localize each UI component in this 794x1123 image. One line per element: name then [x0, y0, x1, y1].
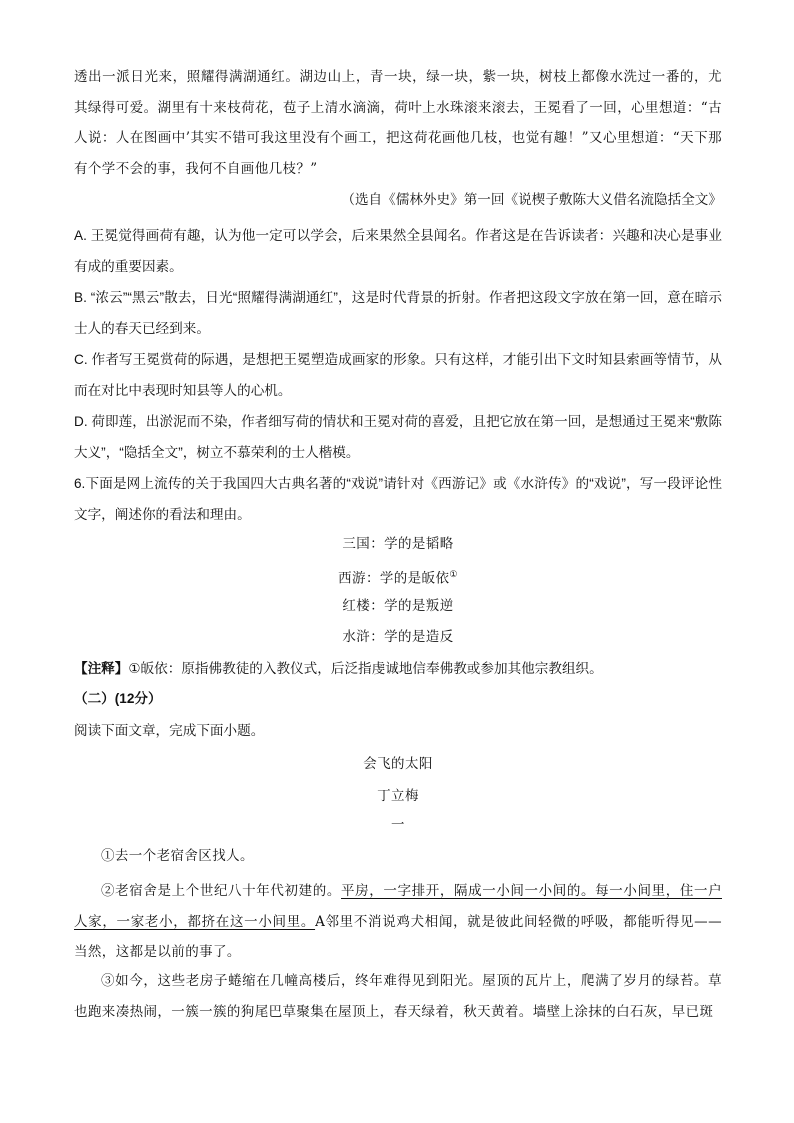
article-title: 会飞的太阳	[363, 756, 433, 772]
excerpt-paragraph: 透出一派日光来，照耀得满湖通红。湖边山上，青一块，绿一块，紫一块，树枝上都像水洗过一番的，尤其绿得可爱。湖里有十来枝荷花，苞子上清水滴滴，荷叶上水珠滚来滚去，王冕看了一回，心里想道：“古人说：人在图画中’其实不错可我这里没有个画工，把这荷花画他几枝，也觉有趣！”又心里想道：“天下那有个学不会的事，我何不自画他几枝？”	[74, 69, 722, 177]
article-part-number: 一	[391, 817, 405, 833]
option-c: C. 作者写王冕赏荷的际遇，是想把王冕塑造成画家的形象。只有这样，才能引出下文时知县索画等情节，从而在对比中表现时知县等人的心机。	[74, 352, 722, 398]
saying-xiyou: 西游：学的是皈依①	[338, 570, 458, 587]
option-b: B. “浓云”“黑云”散去，日光“照耀得满湖通红”，这是时代背景的折射。作者把这段文字放在第一回，意在暗示士人的春天已经到来。	[74, 290, 722, 336]
question-6: 6.下面是网上流传的关于我国四大古典名著的“戏说”请针对《西游记》或《水浒传》的“戏说”，写一段评论性文字，阐述你的看法和理由。	[74, 476, 722, 522]
reading-instruction: 阅读下面文章，完成下面小题。	[74, 723, 265, 738]
annotation	[74, 658, 722, 680]
saying-shuihu: 水浒：学的是造反	[342, 629, 454, 645]
section-heading: （二）(12分）	[74, 691, 162, 706]
annotation-text: ①皈依：原指佛教徒的入教仪式，后泛指虔诚地信奉佛教或参加其他宗教组织。	[128, 661, 603, 676]
underlined-sentence: 平房，一字排开，隔成一小间一小间的。每一小间里，住一户人家，一家老小，都挤在这一小间里。	[74, 883, 722, 930]
saying-sanguo: 三国：学的是韬略	[342, 536, 454, 552]
marker-a: A	[315, 913, 326, 930]
saying-honglou: 红楼：学的是叛逆	[342, 598, 454, 614]
option-a: A. 王冕觉得画荷有趣，认为他一定可以学会，后来果然全县闻名。作者这是在告诉读者：兴趣和决心是事业有成的重要因素。	[74, 228, 722, 274]
article-author: 丁立梅	[377, 788, 419, 804]
annotation-label: 【注释】	[74, 661, 129, 676]
article-paragraph-3: ③如今，这些老房子蜷缩在几幢高楼后，终年难得见到阳光。屋顶的瓦片上，爬满了岁月的绿苔。草也跑来凑热闹，一簇一簇的狗尾巴草聚集在屋顶上，春天绿着，秋天黄着。墙壁上涂抹的白石灰，早已斑	[74, 973, 722, 1020]
footnote-marker: ①	[449, 570, 458, 580]
article-paragraph-2: ②老宿舍是上个世纪八十年代初建的。平房，一字排开，隔成一小间一小间的。每一小间里，住一户人家，一家老小，都挤在这一小间里。A邻里不消说鸡犬相闻，就是彼此间轻微的呼吸，都能听得见——当然，这都是以前的事了。	[74, 883, 722, 960]
article-paragraph-1: ①去一个老宿舍区找人。	[101, 848, 254, 864]
option-d: D. 荷即莲，出淤泥而不染，作者细写荷的情状和王冕对荷的喜爱，且把它放在第一回，是想通过王冕来“敷陈大义”，“隐括全文”，树立不慕荣利的士人楷模。	[74, 414, 722, 460]
source-citation: （选自《儒林外史》第一回《说楔子敷陈大义借名流隐括全文》	[341, 192, 722, 207]
